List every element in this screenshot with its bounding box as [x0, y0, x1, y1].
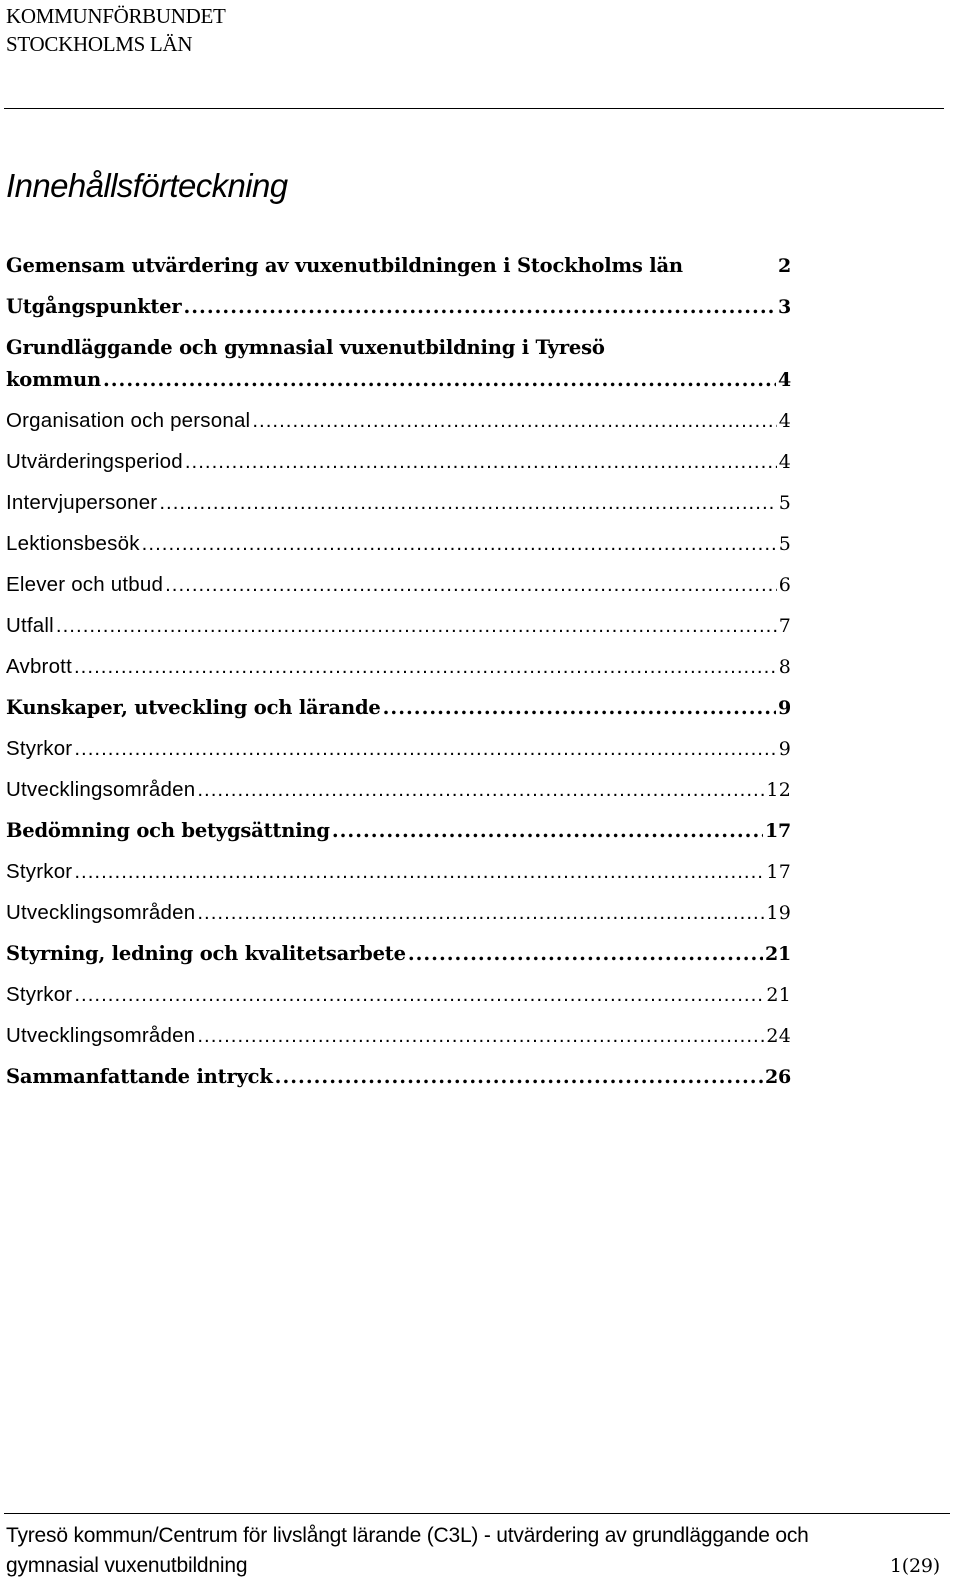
toc-entry[interactable] [6, 610, 791, 651]
toc-leader-dots [183, 291, 776, 323]
toc-entry-label: Bedömning och betygsättning [6, 819, 330, 842]
toc-entry-first-line[interactable] [6, 332, 791, 364]
toc-entry-label: Avbrott [6, 655, 72, 678]
toc-entry-page: 21 [766, 984, 791, 1006]
toc-entry[interactable] [6, 815, 791, 856]
toc-entry-page: 21 [764, 943, 791, 965]
toc-leader-dots [252, 405, 776, 437]
footer-line2: gymnasial vuxenutbildning [6, 1554, 248, 1577]
toc-leader-dots [185, 446, 777, 478]
toc-entry[interactable] [6, 405, 791, 446]
footer-page-number: 1(29) [889, 1555, 940, 1577]
toc-entry-page: 26 [764, 1066, 791, 1088]
toc-entry[interactable] [6, 364, 791, 405]
table-of-contents [6, 250, 791, 1102]
toc-leader-dots [74, 979, 764, 1011]
toc-entry-label: Styrkor [6, 737, 73, 760]
toc-leader-dots [142, 528, 777, 560]
toc-entry[interactable] [6, 651, 791, 692]
toc-entry-page: 6 [778, 574, 791, 596]
toc-entry[interactable] [6, 856, 791, 897]
toc-entry-page: 17 [764, 820, 791, 842]
toc-entry-label: Styrning, ledning och kvalitetsarbete [6, 942, 406, 965]
toc-entry-page: 17 [766, 861, 791, 883]
organization-name [6, 2, 226, 58]
toc-entry-page: 19 [766, 902, 791, 924]
toc-entry[interactable] [6, 487, 791, 528]
toc-entry-page: 7 [778, 615, 791, 637]
toc-entry-label: Gemensam utvärdering av vuxenutbildningen i Stockholms län [6, 254, 683, 277]
toc-entry-page: 4 [778, 451, 791, 473]
toc-leader-dots [383, 692, 776, 724]
toc-entry[interactable] [6, 692, 791, 733]
toc-leader-dots [103, 364, 776, 396]
toc-entry-page: 9 [778, 738, 791, 760]
header-divider [4, 108, 944, 109]
toc-entry[interactable] [6, 250, 791, 291]
toc-entry-label: Grundläggande och gymnasial vuxenutbildning i Tyresö [6, 336, 605, 359]
toc-entry-page: 4 [777, 369, 791, 391]
toc-entry-label: Kunskaper, utveckling och lärande [6, 696, 381, 719]
toc-leader-dots [165, 569, 777, 601]
footer-line1: Tyresö kommun/Centrum för livslångt lärande (C3L) - utvärdering av grundläggande och [6, 1524, 809, 1547]
toc-entry-page: 3 [777, 296, 791, 318]
toc-entry-page: 2 [777, 255, 791, 277]
toc-leader-dots [408, 938, 763, 970]
toc-entry[interactable] [6, 938, 791, 979]
toc-entry-page: 5 [778, 492, 791, 514]
toc-leader-dots [197, 1020, 764, 1052]
toc-entry-page: 24 [766, 1025, 791, 1047]
toc-entry[interactable] [6, 528, 791, 569]
toc-leader-dots [197, 897, 764, 929]
organization-name-line2: STOCKHOLMS LÄN [6, 32, 193, 56]
toc-leader-dots [275, 1061, 763, 1093]
toc-entry-label: kommun [6, 368, 101, 391]
page-footer [6, 1521, 940, 1581]
toc-entry-page: 12 [766, 779, 791, 801]
toc-entry-label: Sammanfattande intryck [6, 1065, 273, 1088]
footer-divider [4, 1513, 950, 1514]
toc-entry-page: 5 [778, 533, 791, 555]
toc-entry-label: Lektionsbesök [6, 532, 140, 555]
toc-entry[interactable] [6, 291, 791, 332]
toc-entry[interactable] [6, 733, 791, 774]
toc-entry-label: Intervjupersoner [6, 491, 158, 514]
toc-leader-dots [74, 856, 764, 888]
toc-entry-label: Styrkor [6, 983, 73, 1006]
toc-entry-label: Utvecklingsområden [6, 778, 196, 801]
organization-name-line1: KOMMUNFÖRBUNDET [6, 4, 226, 28]
toc-leader-dots [74, 651, 777, 683]
toc-entry-label: Elever och utbud [6, 573, 164, 596]
toc-title: Innehållsförteckning [6, 167, 288, 204]
toc-entry-label: Utvecklingsområden [6, 901, 196, 924]
toc-leader-dots [56, 610, 777, 642]
toc-entry-page: 8 [778, 656, 791, 678]
toc-entry[interactable] [6, 569, 791, 610]
toc-entry-label: Organisation och personal [6, 409, 251, 432]
toc-leader-dots [74, 733, 776, 765]
toc-entry[interactable] [6, 774, 791, 815]
toc-entry[interactable] [6, 446, 791, 487]
toc-entry-page: 9 [777, 697, 791, 719]
toc-leader-dots [332, 815, 763, 847]
toc-entry[interactable] [6, 1020, 791, 1061]
toc-entry-label: Styrkor [6, 860, 73, 883]
toc-entry-label: Utvecklingsområden [6, 1024, 196, 1047]
toc-entry[interactable] [6, 979, 791, 1020]
toc-entry[interactable] [6, 1061, 791, 1102]
toc-entry[interactable] [6, 897, 791, 938]
toc-entry-label: Utgångspunkter [6, 295, 182, 318]
toc-entry-page: 4 [778, 410, 791, 432]
toc-entry-label: Utfall [6, 614, 54, 637]
toc-entry-label: Utvärderingsperiod [6, 450, 183, 473]
toc-leader-dots [197, 774, 764, 806]
toc-leader-dots [159, 487, 776, 519]
